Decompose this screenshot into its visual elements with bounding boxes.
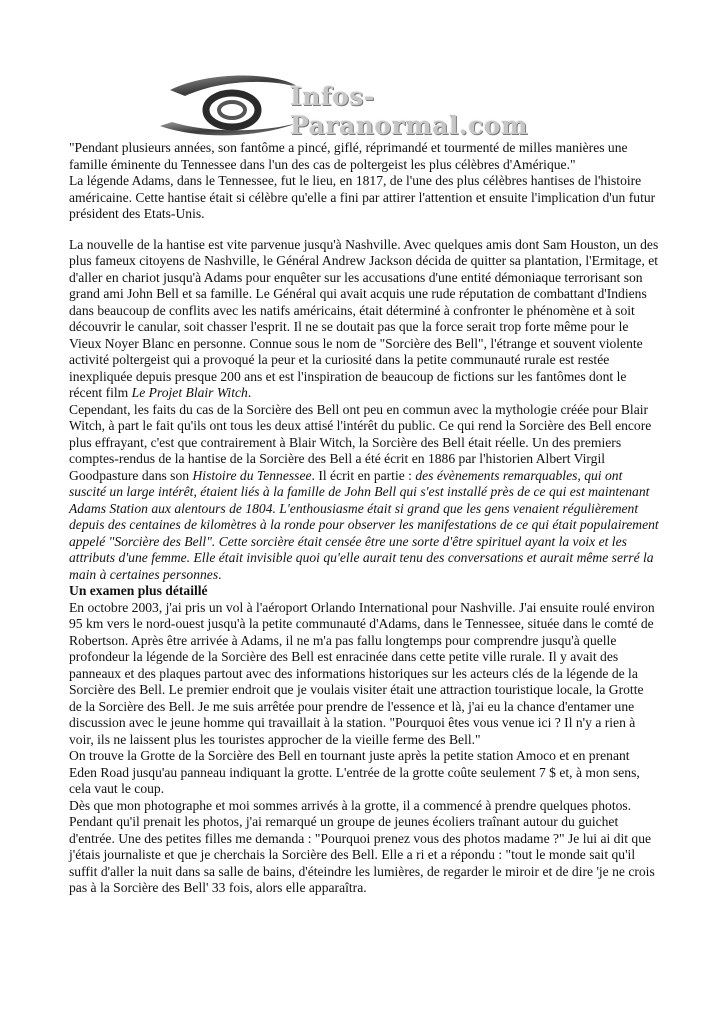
logo-swoosh-icon bbox=[150, 70, 310, 142]
paragraph bbox=[69, 402, 659, 584]
historical-quote: des évènements remarquables, qui ont suscité un large intérêt, étaient liés à la famille de John Bell qui s'est installé près de ce qui est maintenant Adams Station aux alentours de 1804. L'enthousiasme était si grand que les gens venaient régulièrement depuis des centaines de kilomètres à la ronde pour observer les manifestations de ce qui était populairement appelé "Sorcière des Bell". Cette sorcière était censée être une sorte d'être spirituel ayant la voix et les attributs d'une femme. Elle était invisible quoi qu'elle aurait tenu des conversations et aurait même serré la main à certaines personnes bbox=[69, 467, 659, 582]
site-logo bbox=[150, 70, 570, 142]
paragraph-text: . bbox=[247, 385, 252, 400]
paragraph bbox=[69, 237, 659, 402]
paragraph-text: La nouvelle de la hantise est vite parvenue jusqu'à Nashville. Avec quelques amis dont Sam Houston, un des plus fameux citoyens de Nashville, le Général Andrew Jackson décida de quitter sa plantation, l'Ermitage, et d'aller en chariot jusqu'à Adams pour enquêter sur les accusations d'une entité démoniaque terrorisant son grand ami John Bell et sa famille. Le Général qui avait acquis une rude réputation de combattant d'Indiens dans beaucoup de conflits avec les natifs américains, était déterminé à confronter le phénomène et à soit découvrir le canular, soit chasser l'esprit. Il ne se doutait pas que la force serait trop forte même pour le Vieux Noyer Blanc en personne. Connue sous le nom de "Sorcière des Bell", l'étrange et souvent violente activité poltergeist qui a provoqué la peur et la curiosité dans la petite communauté rurale est restée inexpliquée depuis presque 200 ans et est l'inspiration de beaucoup de fictions sur les fantômes dont le récent film bbox=[69, 236, 659, 400]
paragraph-text: . bbox=[218, 566, 222, 582]
intro-quote: "Pendant plusieurs années, son fantôme a pincé, giflé, réprimandé et tourmenté de milles manières une famille éminente du Tennessee dans l'un des cas de poltergeist les plus célèbres d'Amérique." bbox=[69, 140, 628, 172]
film-title: Le Projet Blair Witch bbox=[131, 385, 248, 400]
book-title: Histoire du Tennessee bbox=[192, 467, 312, 483]
paragraph: On trouve la Grotte de la Sorcière des Bell en tournant juste après la petite station Amoco et en prenant Eden Road jusqu'au panneau indiquant la grotte. L'entrée de la grotte coûte seulement 7 $ et, à mon sens, cela vaut le coup. bbox=[69, 748, 640, 796]
section-heading: Un examen plus détaillé bbox=[69, 583, 208, 598]
paragraph: Dès que mon photographe et moi sommes arrivés à la grotte, il a commencé à prendre quelques photos. Pendant qu'il prenait les photos, j'ai remarqué un groupe de jeunes écoliers traînant autour du guichet d'entrée. Une des petites filles me demanda : "Pourquoi prenez vous des photos madame ?" Je lui ai dit que j'étais journaliste et que je cherchais la Sorcière des Bell. Elle a ri et a répondu : "tout le monde sait qu'il suffit d'aller la nuit dans sa salle de bains, d'éteindre les lumières, de regarder le miroir et de dire 'je ne crois pas à la Sorcière des Bell' 33 fois, alors elle apparaîtra. bbox=[69, 797, 655, 895]
paragraph: En octobre 2003, j'ai pris un vol à l'aéroport Orlando International pour Nashville. J'ai ensuite roulé environ 95 km vers le nord-ouest jusqu'à la petite communauté d'Adams, dans le Tennessee, située dans le comté de Robertson. Après être arrivée à Adams, il ne m'a pas fallu longtemps pour comprendre jusqu'à quelle profondeur la légende de la Sorcière des Bell est enracinée dans cette petite ville rurale. Il y avait des panneaux et des plaques partout avec des informations historiques sur les acteurs clés de la légende de la Sorcière des Bell. Le premier endroit que je voulais visiter était une attraction touristique locale, la Grotte de la Sorcière des Bell. Je me suis arrêtée pour prendre de l'essence et là, j'ai eu la chance d'entamer une discussion avec le jeune homme qui travaillait à la station. "Pourquoi êtes vous venue ici ? Il n'y a rien à voir, ils ne laissent plus les touristes approcher de la vieille ferme des Bell." bbox=[69, 599, 655, 747]
paragraph-text: Cependant, les faits du cas de la Sorcière des Bell ont peu en commun avec la mythologie créée pour Blair Witch, à part le fait qu'ils ont tous les deux attisé l'intérêt du public. Ce qui rend la Sorcière des Bell encore plus effrayant, c'est que contrairement à Blair Witch, la Sorcière des Bell était réelle. Un des premiers comptes-rendus de la hantise de la Sorcière des Bell a été écrit en 1886 par l'historien Albert Virgil Goodpasture dans son bbox=[69, 401, 652, 483]
paragraph: La légende Adams, dans le Tennessee, fut le lieu, en 1817, de l'une des plus célèbres hantises de l'histoire américaine. Cette hantise était si célèbre qu'elle a fini par attirer l'attention et ensuite l'implication d'un futur président des Etats-Unis. bbox=[69, 173, 656, 221]
article-body bbox=[69, 140, 659, 897]
paragraph-text: . Il écrit en partie : bbox=[311, 467, 416, 483]
logo-text: Infos-Paranormal.com bbox=[290, 82, 528, 140]
